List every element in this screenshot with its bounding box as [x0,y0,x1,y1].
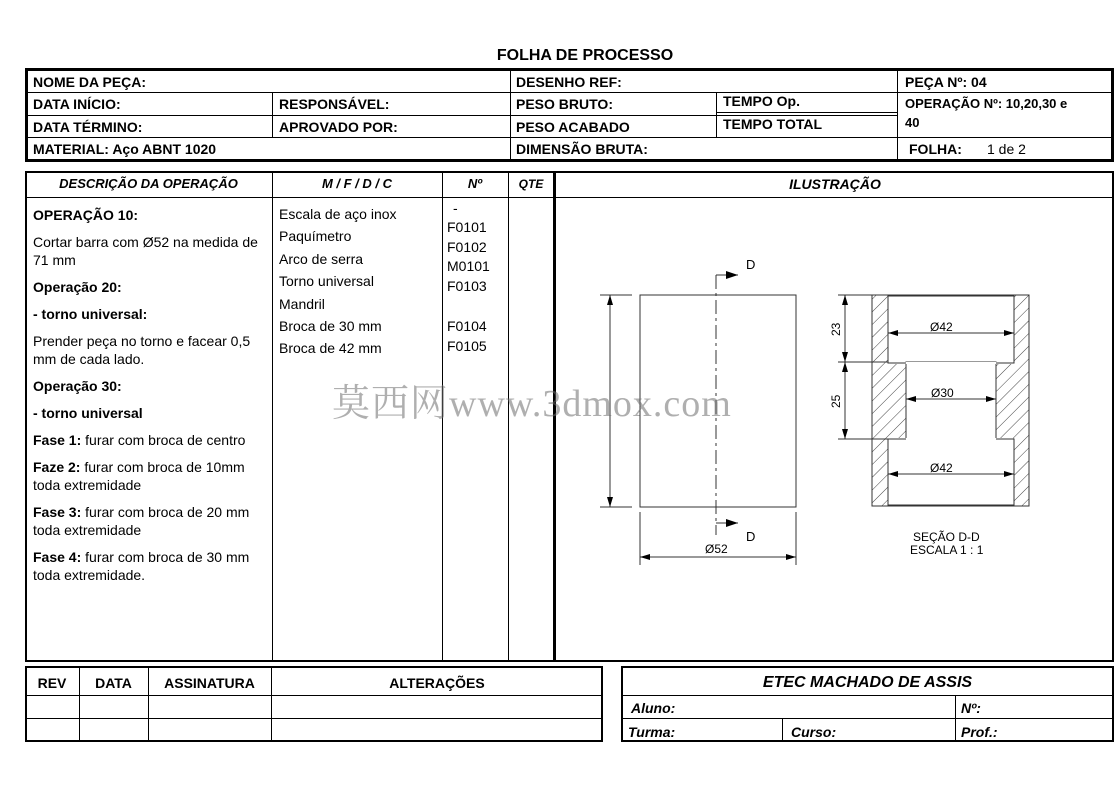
col-qte: QTE [518,177,544,191]
numero-label: Nº: [961,700,981,716]
dim-25: 25 [829,394,843,408]
cut-label-top: D [746,257,756,272]
fase1-label: Fase 1: [33,432,82,448]
tool-item: Broca de 30 mm [279,318,382,335]
technical-drawing [556,198,1112,660]
folha-value: 1 de 2 [987,141,1026,157]
col-numero: Nº [467,176,483,191]
data-termino-label: DATA TÉRMINO: [33,119,143,135]
dimensao-bruta-label: DIMENSÃO BRUTA: [516,141,648,157]
data-inicio-label: DATA INÍCIO: [33,96,121,112]
material-label: MATERIAL: Aço ABNT 1020 [33,141,217,157]
folha-label: FOLHA: [909,141,962,157]
op10-text: Cortar barra com Ø52 na medida de 71 mm [33,234,258,268]
tempo-total-label: TEMPO TOTAL [723,116,823,132]
tool-item: Torno universal [279,273,374,290]
tool-item: Paquímetro [279,228,352,245]
cut-label-bottom: D [746,529,756,544]
op10-heading: OPERAÇÃO 10: [33,207,139,223]
assinatura-header: ASSINATURA [164,675,255,691]
tempo-op-label: TEMPO Op. [723,93,800,109]
fase2-text: furar com broca de 10mm toda extremidade [33,459,245,493]
fase4-text: furar com broca de 30 mm toda extremidade. [33,549,250,583]
fase1-text: furar com broca de centro [81,432,246,448]
watermark: 莫西网www.3dmox.com [332,383,732,425]
op20-heading: Operação 20: [33,279,122,295]
tools-list [279,203,397,360]
code-item: F0102 [447,238,487,255]
codes-list [447,202,490,356]
mid-diameter: Ø30 [931,386,954,400]
fase4-label: Fase 4: [33,549,82,565]
alteracoes-header: ALTERAÇÕES [389,675,485,691]
operation-description [33,206,269,593]
responsavel-label: RESPONSÁVEL: [279,96,390,112]
page-title: FOLHA DE PROCESSO [496,47,674,64]
fase2-label: Faze 2: [33,459,81,475]
operacao-no-value: 40 [905,115,920,130]
nome-peca-label: NOME DA PEÇA: [33,74,147,90]
code-item: F0101 [447,219,487,235]
fase3-text: furar com broca de 20 mm toda extremidade [33,504,250,538]
code-item: F0105 [447,337,487,354]
op20-text: Prender peça no torno e facear 0,5 mm de cada lado. [33,333,251,367]
section-view [829,295,1029,506]
peso-bruto-label: PESO BRUTO: [516,96,613,112]
turma-label: Turma: [628,724,676,740]
col-descricao: DESCRIÇÃO DA OPERAÇÃO [59,176,238,191]
peso-acabado-label: PESO ACABADO [516,119,630,135]
code-item: M0101 [447,258,490,274]
op20-machine: - torno universal: [33,306,148,322]
bore-diameter-top: Ø42 [930,320,953,334]
tool-item: Mandril [279,295,325,312]
desenho-ref-label: DESENHO REF: [516,74,622,90]
bore-diameter-bottom: Ø42 [930,461,953,475]
col-mfdc: M / F / D / C [321,176,393,191]
tool-item: Arco de serra [279,250,364,267]
aluno-label: Aluno: [631,700,676,716]
scale-label: ESCALA 1 : 1 [910,543,984,557]
op30-heading: Operação 30: [33,378,122,394]
school-name: ETEC MACHADO DE ASSIS [762,674,973,691]
prof-label: Prof.: [961,724,998,740]
col-ilustracao: ILUSTRAÇÃO [789,176,881,192]
curso-label: Curso: [791,724,837,740]
op30-machine: - torno universal [33,405,143,421]
code-item: F0104 [447,318,487,334]
peca-no-label: PEÇA Nº: 04 [905,74,987,90]
code-item [447,296,490,317]
rev-header: REV [37,675,67,691]
tool-item: Broca de 42 mm [279,340,382,357]
operacao-no-label: OPERAÇÃO Nº: 10,20,30 e [905,96,1068,111]
outer-diameter-label: Ø52 [705,542,728,556]
fase3-label: Fase 3: [33,504,82,520]
data-header: DATA [95,675,132,691]
code-item: F0103 [447,277,487,294]
dim-23: 23 [829,322,843,336]
section-label: SEÇÃO D-D [913,530,980,544]
aprovado-por-label: APROVADO POR: [279,119,398,135]
code-item: - [453,200,458,216]
tool-item: Escala de aço inox [279,206,397,222]
